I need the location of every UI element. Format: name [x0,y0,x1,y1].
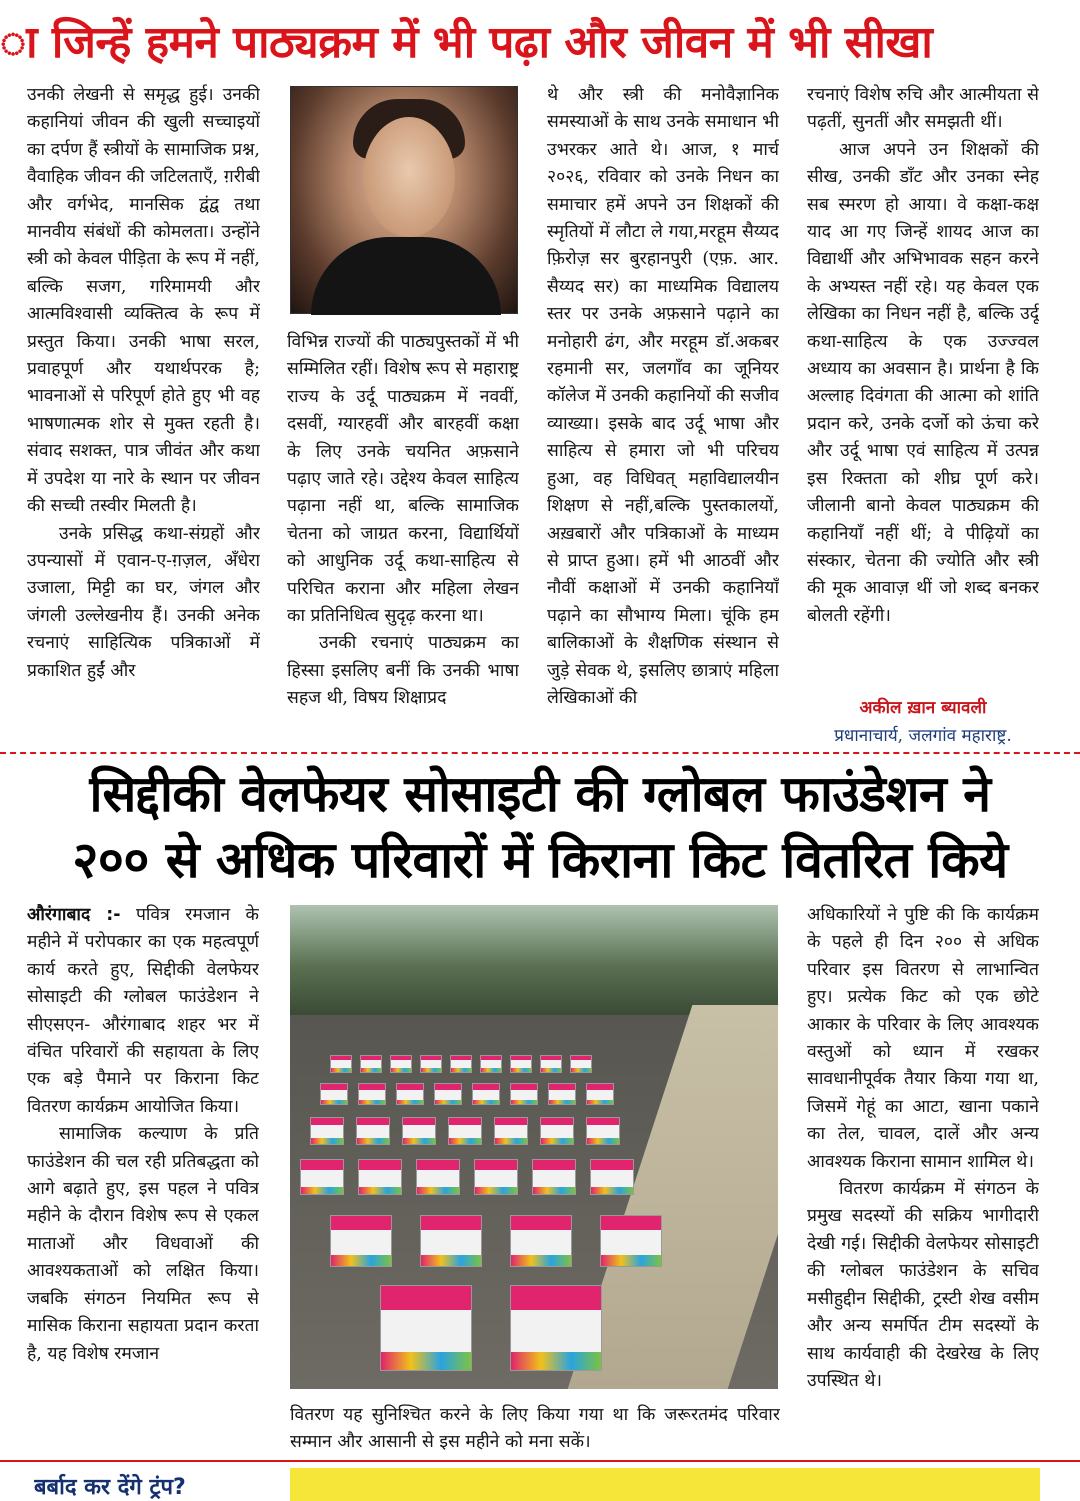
article1-column-3 [547,82,779,748]
grocery-kit-box [300,1159,344,1195]
grocery-kit-box [356,1117,390,1145]
grocery-kit-box [510,1055,532,1073]
grocery-kit-box [330,1055,352,1073]
paragraph: उनकी रचनाएं पाठ्यक्रम का हिस्सा इसलिए बनीं कि उनकी भाषा सहज थी, विषय शिक्षाप्रद [287,633,519,709]
paragraph: उनकी लेखनी से समृद्ध हुई। उनकी कहानियां जीवन की खुली सच्चाइयों का दर्पण हैं स्त्रीयों के सामाजिक प्रश्न, वैवाहिक जीवन की जटिलताएँ, ग़रीबी और वर्गभेद, मानसिक द्वंद्व तथा मानवीय संबंधों की कोमलता। उन्होंने स्त्री को केवल पीड़िता के रूप में नहीं, बल्कि सजग, गरिमामयी और आत्मविश्वासी व्यक्तित्व के रूप में प्रस्तुत किया। उनकी भाषा सरल, प्रवाहपूर्ण और यथार्थपरक है; भावनाओं से परिपूर्ण होते हुए भी वह भाषणात्मक शोर से मुक्त रहती है। संवाद सशक्त, पात्र जीवंत और कथा में उपदेश या नारे के स्थान पर जीवन की सच्ची तस्वीर मिलती है। [27,85,260,517]
grocery-kit-box [600,1215,662,1267]
photo-caption: वितरण यह सुनिश्चित करने के लिए किया गया था कि जरूरतमंद परिवार सम्मान और आसानी से इस महीने को मना सकें। [290,1405,780,1453]
grocery-kit-box [330,1215,392,1267]
grocery-kit-box [510,1215,572,1267]
grocery-kit-box [358,1083,386,1105]
paragraph: वितरण कार्यक्रम में संगठन के प्रमुख सदस्यों की सक्रिय भागीदारी देखी गई। सिद्दीकी वेलफेयर सोसाइटी की ग्लोबल फाउंडेशन के सचिव मसीहुद्दीन सिद्दीकी, ट्रस्टी शेख वसीम और अन्य समर्पित टीम सदस्यों के साथ कार्यवाही की देखरेख के लिए उपस्थित थे। [807,1179,1039,1391]
paragraph-text: पवित्र रमजान के महीने में परोपकार का एक महत्वपूर्ण कार्य करते हुए, सिद्दीकी वेलफेयर सोसाइटी की ग्लोबल फाउंडेशन ने सीएसएन- औरंगाबाद शहर भर में वंचित परिवारों की सहायता के लिए एक बड़े पैमाने पर किराना किट वितरण कार्यक्रम आयोजित किया। [27,905,259,1117]
grocery-kit-box [380,1285,472,1371]
grocery-kit-box [586,1117,620,1145]
footer-teaser-headline: बर्बाद कर देंगे ट्रंप? [34,1475,186,1500]
article2-headline-line-1: सिद्दीकी वेलफेयर सोसाइटी की ग्लोबल फाउंडेशन ने [89,765,991,823]
grocery-kit-box [416,1159,460,1195]
article1-column-1 [27,82,260,748]
paragraph: सामाजिक कल्याण के प्रति फाउंडेशन की चल रही प्रतिबद्धता को आगे बढ़ाते हुए, इस पहल ने पवित्र महीने के दौरान विशेष रूप से एकल माताओं और विधवाओं की आवश्यकताओं को लक्षित किया। जबकि संगठन नियमित रूप से मासिक किराना सहायता प्रदान करता है, यह विशेष रमजान [27,1124,259,1364]
footer-teaser-banner [290,1468,1040,1501]
grocery-kit-box [396,1083,424,1105]
portrait-body-shape [311,237,501,315]
grocery-kit-box [494,1117,528,1145]
grocery-kit-box [358,1159,402,1195]
article1-column-4 [807,82,1039,694]
grocery-kit-box [420,1055,442,1073]
grocery-kit-box [448,1117,482,1145]
paragraph [27,902,259,1121]
grocery-kit-box [480,1055,502,1073]
article2-column-3 [807,902,1039,1458]
paragraph: विभिन्न राज्यों की पाठ्यपुस्तकों में भी सम्मिलित रहीं। विशेष रूप से महाराष्ट्र राज्य के उर्दू पाठ्यक्रम में नववीं, दसवीं, ग्यारहवीं और बारहवीं कक्षा के लिए उनके चयनित अफ़साने पढ़ाए जाते रहे। उद्देश्य केवल साहित्य पढ़ाना नहीं था, बल्कि सामाजिक चेतना को जाग्रत करना, विद्यार्थियों को आधुनिक उर्दू कथा-साहित्य से परिचित कराना और महिला लेखन का प्रतिनिधित्व सुदृढ़ करना था। [287,332,519,627]
grocery-kit-box [472,1083,500,1105]
photo-trees-background [290,905,778,1015]
grocery-kit-box [548,1083,576,1105]
author-name: अकील ख़ान ब्यावली [859,698,987,718]
dateline: औरंगाबाद :- [27,905,121,925]
grocery-kit-box [510,1285,602,1371]
grocery-kit-box [532,1159,576,1195]
paragraph: अधिकारियों ने पुष्टि की कि कार्यक्रम के पहले ही दिन २०० से अधिक परिवार इस वितरण से लाभान्वित हुए। प्रत्येक किट को एक छोटे आकार के परिवार के लिए आवश्यक वस्तुओं को ध्यान में रखकर सावधानीपूर्वक तैयार किया गया था, जिसमें गेहूं का आटा, खाना पकाने का तेल, चावल, दालें और अन्य आवश्यक किराना सामान शामिल थे। [807,905,1039,1172]
section-divider [0,752,1080,754]
article2-headline-line-2: २०० से अधिक परिवारों में किराना किट वितरित किये [72,831,1008,889]
paragraph: आज अपने उन शिक्षकों की सीख, उनकी डाँट और उनका स्नेह सब स्मरण हो आया। वे कक्षा-कक्ष याद आ गए जिन्हें शायद आज का विद्यार्थी और अभिभावक सहन करने के अभ्यस्त नहीं रहे। यह केवल एक लेखिका का निधन नहीं है, बल्कि उर्दू कथा-साहित्य के एक उज्ज्वल अध्याय का अवसान है। प्रार्थना है कि अल्लाह दिवंगता की आत्मा को शांति प्रदान करे, उनके दर्जो को ऊंचा करे और उर्दू भाषा एवं साहित्य में उत्पन्न इस रिक्तता को शीघ्र पूर्ण करे। जीलानी बानो केवल पाठ्यक्रम की कहानियाँ नहीं थीं; वे पीढ़ियों का संस्कार, चेतना की ज्योति और स्त्री की मूक आवाज़ थीं जो शब्द बनकर बोलती रहेंगी। [807,139,1039,626]
article1-headline: ा जिन्हें हमने पाठ्यक्रम में भी पढ़ा और जीवन में भी सीखा [0,17,933,68]
grocery-kit-box [570,1055,592,1073]
grocery-kit-box [402,1117,436,1145]
grocery-kit-box [590,1159,634,1195]
portrait-face-shape [363,117,455,237]
grocery-kit-box [474,1159,518,1195]
paragraph: थे और स्त्री की मनोवैज्ञानिक समस्याओं के साथ उनके समाधान भी उभरकर आते थे। आज, १ मार्च २०२६, रविवार को उनके निधन का समाचार हमें अपने उन शिक्षकों की स्मृतियों में लौटा ले गया,मरहूम सैय्यद फ़िरोज़ सर बुरहानपुरी (एफ़. आर. सैय्यद सर) का माध्यमिक विद्यालय स्तर पर उनके अफ़साने पढ़ाने का मनोहारी ढंग, और मरहूम डॉ.अकबर रहमानी सर, जलगाँव का जूनियर कॉलेज में उनकी कहानियों की सजीव व्याख्या। इसके बाद उर्दू भाषा और साहित्य से हमारा जो भी परिचय हुआ, वह विधिवत् महाविद्यालयीन शिक्षण से नहीं,बल्कि पुस्तकालयों, अख़बारों और पत्रिकाओं के माध्यम से प्राप्त हुआ। हमें भी आठवीं और नौवीं कक्षाओं में उनकी कहानियाँ पढ़ाने का सौभाग्य मिला। चूंकि हम बालिकाओं के शैक्षणिक संस्थान से जुड़े सेवक थे, इसलिए छात्राएं महिला लेखिकाओं की [547,85,779,708]
grocery-kit-box [320,1083,348,1105]
author-designation: प्रधानाचार्य, जलगांव महाराष्ट्र. [834,726,1012,746]
grocery-kit-box [390,1055,412,1073]
grocery-kit-box [510,1083,538,1105]
kit-distribution-photo [290,905,778,1389]
author-portrait-photo [290,86,518,314]
paragraph: रचनाएं विशेष रुचि और आत्मीयता से पढ़तीं, सुनतीं और समझती थीं। [807,85,1039,133]
grocery-kit-box [434,1083,462,1105]
grocery-kit-box [586,1083,614,1105]
grocery-kit-box [540,1055,562,1073]
article2-column-1 [27,902,259,1458]
grocery-kit-box [360,1055,382,1073]
article1-column-2 [287,329,519,748]
grocery-kit-box [310,1117,344,1145]
grocery-kit-box [450,1055,472,1073]
grocery-kit-box [540,1117,574,1145]
paragraph: उनके प्रसिद्ध कथा-संग्रहों और उपन्यासों में एवान-ए-ग़ज़ल, अँधेरा उजाला, मिट्टी का घर, जंगल और जंगली उल्लेखनीय हैं। उनकी अनेक रचनाएं साहित्यिक पत्रिकाओं में प्रकाशित हुईं और [27,523,260,681]
grocery-kit-box [420,1215,482,1267]
